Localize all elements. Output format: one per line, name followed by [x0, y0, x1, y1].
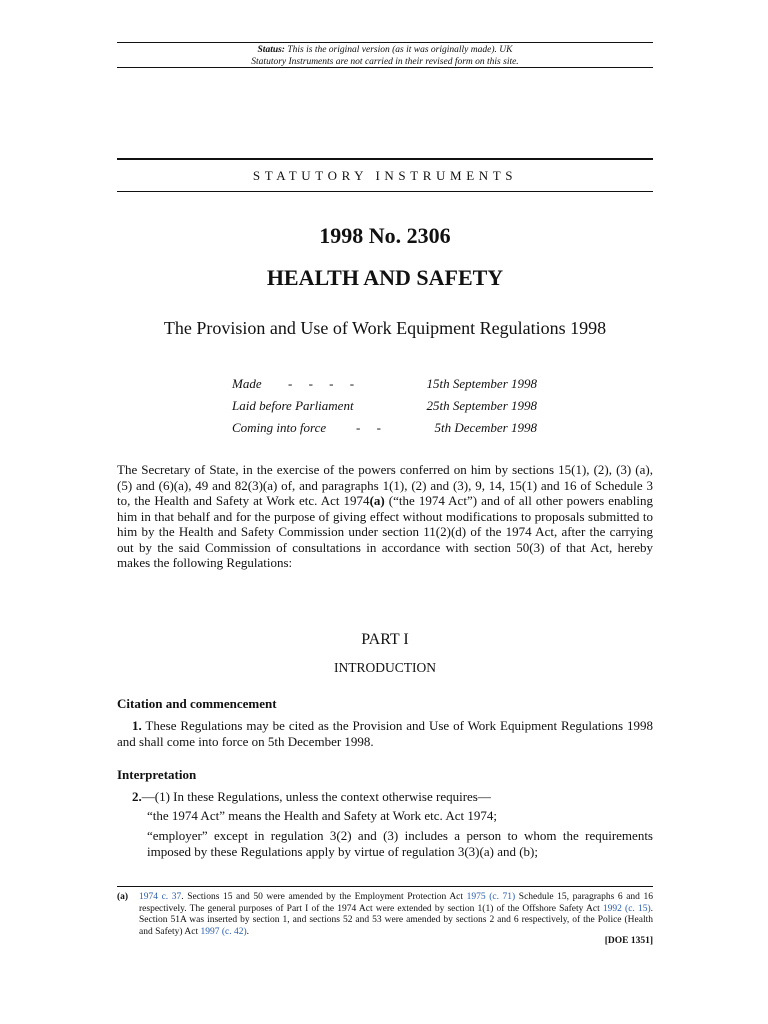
date-value: 25th September 1998 — [426, 398, 537, 413]
status-notice — [117, 44, 653, 68]
document-code: [DOE 1351] — [604, 936, 653, 946]
part-label: PART I — [361, 631, 409, 648]
footnote-text: . Sections 15 and 50 were amended by the Employment Protection Act — [181, 892, 467, 902]
footnote-mark: (a) — [117, 892, 129, 902]
footnote-link[interactable]: 1975 (c. 71) — [466, 892, 516, 902]
date-value: 15th September 1998 — [426, 376, 537, 391]
status-label: Status: — [257, 45, 285, 55]
footnote-text: . Section 51A was inserted by section 1, and sections 52 and 53 were amended by sections 2 and 6 respectively, of the Police (Health and Safety) Act — [139, 903, 653, 937]
regulation-text: These Regulations may be cited as the Provision and Use of Work Equipment Regulations 1998 and shall come into force on 5th December 1998. — [117, 718, 654, 749]
regulation-number: 1. — [132, 718, 142, 733]
interpretation-heading: Interpretation — [117, 767, 197, 782]
regulation-1 — [117, 718, 653, 749]
status-top-rule — [117, 42, 653, 43]
footnote-body — [139, 892, 653, 938]
regulation-title: The Provision and Use of Work Equipment Regulations 1998 — [163, 318, 607, 338]
preamble-text-cont: (“the 1974 Act”) and of all other powers enabling him in that behalf and for the purpose of giving effect without modifications to proposals submitted to him by the Health and Safety Commission under section 11(2)(d) of the 1974 Act, after the carrying out by the said Commission of consultations in accordance with section 50(3) of that Act, hereby makes the following Regulations: — [117, 493, 653, 570]
regulation-text: —(1) In these Regulations, unless the context otherwise requires— — [141, 789, 491, 804]
footnote-rule — [117, 886, 653, 887]
citation-heading: Citation and commencement — [117, 696, 277, 711]
date-leader: - - — [356, 420, 381, 435]
date-label: Made — [232, 376, 262, 391]
preamble-text: The Secretary of State, in the exercise of the powers conferred on him by sections 15(1), (2), (3) (a), (5) and (6)(a), 49 and 82(3)(a) of, and paragraphs 1(1), (2) and (3), 9, 14, 15(1) and 16 of Schedule 3 to, the Health and Safety at Work etc. Act 1974 — [117, 462, 653, 508]
date-row-laid — [232, 398, 537, 416]
series-top-rule — [117, 158, 653, 160]
status-text-line1: This is the original version (as it was originally made). UK — [287, 45, 513, 55]
status-bottom-rule — [117, 67, 653, 68]
date-label: Laid before Parliament — [232, 398, 354, 413]
regulation-2-lead — [117, 789, 653, 805]
footnote-link[interactable]: 1997 (c. 42) — [200, 926, 247, 937]
date-label: Coming into force — [232, 420, 327, 435]
footnote-ref[interactable]: (a) — [369, 493, 385, 508]
footnote — [117, 892, 653, 938]
series-heading: STATUTORY INSTRUMENTS — [252, 168, 518, 183]
date-leader: - - - - — [288, 376, 355, 391]
part-name: INTRODUCTION — [334, 660, 436, 675]
footnote-text: . — [246, 926, 250, 937]
definition-1974-act: “the 1974 Act” means the Health and Safety at Work etc. Act 1974; — [147, 808, 497, 823]
subject-heading: HEALTH AND SAFETY — [266, 265, 504, 290]
series-bottom-rule — [117, 191, 653, 192]
preamble — [117, 462, 653, 571]
regulation-number: 2. — [132, 789, 142, 804]
footnote-link[interactable]: 1992 (c. 15) — [602, 903, 651, 914]
date-value: 5th December 1998 — [434, 420, 537, 435]
date-row-in-force — [232, 420, 537, 438]
definition-employer: “employer” except in regulation 3(2) and (3) includes a person to whom the requirements imposed by these Regulations apply by virtue of regulation 3(3)(a) and (b); — [147, 828, 653, 859]
footnote-text: Schedule 15, paragraphs 6 and 16 respectively. The general purposes of Part I of the 1974 Act were extended by section 1(1) of the Offshore Safety Act — [139, 892, 653, 914]
si-number: 1998 No. 2306 — [319, 223, 451, 248]
status-text-line2: Statutory Instruments are not carried in their revised form on this site. — [251, 57, 519, 67]
date-row-made — [232, 376, 537, 394]
footnote-link[interactable]: 1974 c. 37 — [139, 892, 182, 902]
